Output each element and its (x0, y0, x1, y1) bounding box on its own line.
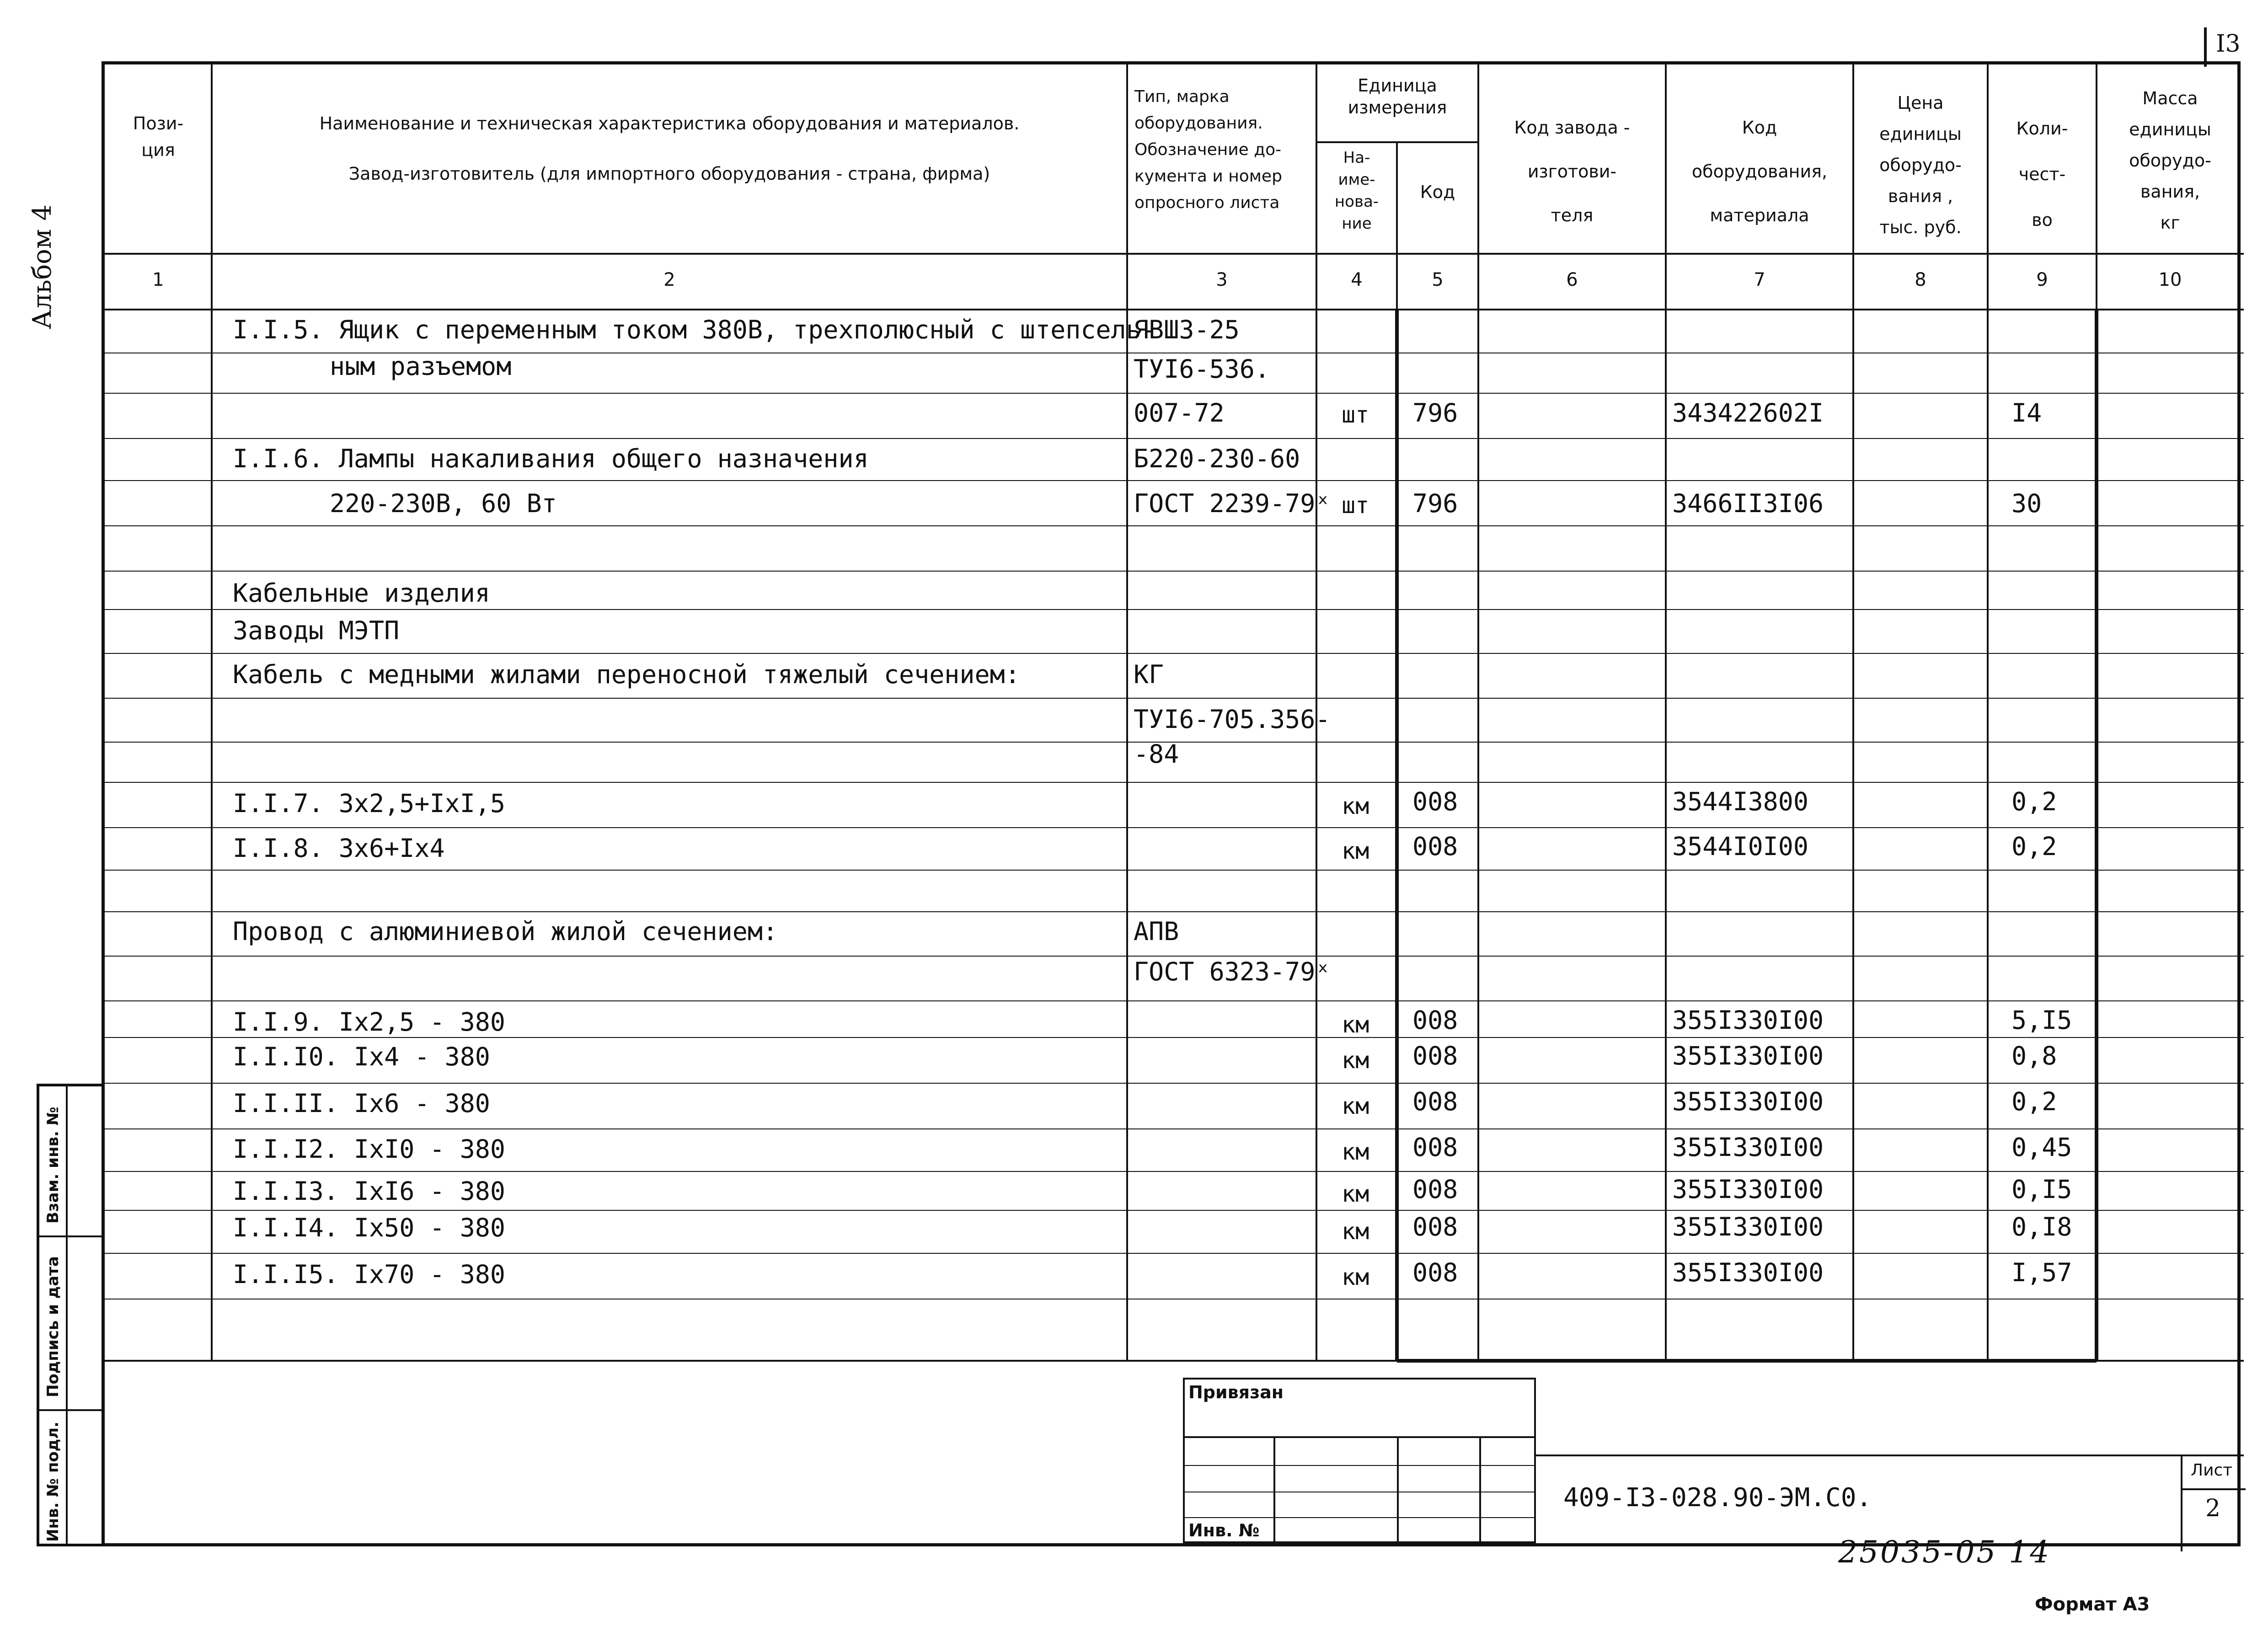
header-quantity: Коли- чест- во (2016, 118, 2068, 230)
row-equipment-code: 355I330I00 (1672, 1087, 1824, 1116)
row-unit-code: 008 (1412, 1087, 1458, 1116)
row-unit: км (1342, 1218, 1369, 1245)
colnum-7: 7 (1754, 269, 1765, 290)
colnum-1: 1 (152, 269, 164, 290)
header-unit-code: Код (1420, 182, 1455, 202)
row-quantity: 0,2 (2011, 832, 2057, 861)
side-stamp (37, 1084, 102, 1546)
row-type: ТУI6-536. (1134, 354, 1270, 384)
colnum-10: 10 (2158, 269, 2182, 290)
row-quantity: 0,8 (2011, 1041, 2057, 1070)
header-plant-code: Код завода - изготови- теля (1514, 118, 1630, 225)
row-name: I.I.I4. Iх50 - 380 (233, 1213, 506, 1242)
row-quantity: I4 (2011, 398, 2042, 428)
row-unit-code: 796 (1412, 398, 1458, 428)
row-name: I.I.II. Iх6 - 380 (233, 1089, 490, 1118)
row-equipment-code: 355I330I00 (1672, 1005, 1824, 1035)
row-name: I.I.I3. IхI6 - 380 (233, 1176, 506, 1206)
row-name: ным разъемом (330, 352, 512, 381)
row-equipment-code: 355I330I00 (1672, 1041, 1824, 1070)
colnum-8: 8 (1915, 269, 1926, 290)
colnum-2: 2 (663, 269, 675, 290)
row-name: 220-230В, 60 Вт (330, 489, 557, 518)
format-label: Формат А3 (2035, 1594, 2150, 1615)
row-name: I.I.I2. IхI0 - 380 (233, 1134, 506, 1164)
row-type: ТУI6-705.356- (1134, 705, 1331, 734)
row-name: I.I.7. 3х2,5+IхI,5 (233, 789, 506, 818)
bound-label: Привязан (1188, 1382, 1284, 1402)
row-unit: км (1342, 1139, 1369, 1165)
row-quantity: 0,2 (2011, 787, 2057, 816)
sheet-box (2181, 1456, 2246, 1551)
row-unit-code: 008 (1412, 1041, 1458, 1070)
header-unit-group: Единица измерения (1348, 75, 1447, 118)
row-quantity: 0,2 (2011, 1087, 2057, 1116)
row-equipment-code: 3544I3800 (1672, 787, 1809, 816)
header-name-line2: Завод-изготовитель (для импортного оборудования - страна, фирма) (348, 164, 990, 184)
header-unit-name: На- име- нова- ние (1334, 149, 1379, 233)
row-unit: шт (1342, 492, 1369, 519)
row-unit: км (1342, 1011, 1369, 1038)
inv-podl-label: Инв. № подл. (44, 1421, 62, 1542)
row-unit-code: 008 (1412, 1258, 1458, 1287)
row-equipment-code: 343422602I (1672, 398, 1824, 428)
colnum-6: 6 (1566, 269, 1578, 290)
colnum-3: 3 (1216, 269, 1228, 290)
row-type: АПВ (1134, 917, 1179, 946)
header-price: Цена единицы оборудо- вания , тыс. руб. (1879, 93, 1962, 237)
row-name: Провод с алюминиевой жилой сечением: (233, 917, 778, 946)
row-unit: км (1342, 1047, 1369, 1074)
album-label: Альбом 4 (27, 204, 57, 329)
header-position: Пози- ция (133, 113, 184, 160)
row-unit: км (1342, 1264, 1369, 1290)
row-equipment-code: 3466II3I06 (1672, 489, 1824, 518)
colnum-5: 5 (1432, 269, 1444, 290)
row-equipment-code: 355I330I00 (1672, 1133, 1824, 1162)
row-name: I.I.6. Лампы накаливания общего назначения (233, 444, 869, 473)
document-code: 409-I3-028.90-ЭМ.С0. (1563, 1483, 1872, 1513)
row-quantity: 0,I5 (2011, 1175, 2072, 1204)
row-type: 007-72 (1134, 398, 1225, 428)
row-unit-code: 008 (1412, 1005, 1458, 1035)
podpis-label: Подпись и дата (44, 1256, 62, 1397)
handwritten-number: 25035-05 14 (1838, 1535, 2051, 1570)
header-mass: Масса единицы оборудо- вания, кг (2129, 88, 2211, 233)
row-equipment-code: 355I330I00 (1672, 1175, 1824, 1204)
row-name: Кабельные изделия (233, 578, 490, 608)
row-unit-code: 008 (1412, 832, 1458, 861)
row-unit-code: 008 (1412, 1212, 1458, 1241)
colnum-9: 9 (2036, 269, 2048, 290)
top-sheet-number: I3 (2216, 30, 2241, 58)
row-type: -84 (1134, 739, 1179, 769)
row-name: Заводы МЭТП (233, 616, 400, 645)
row-unit: км (1342, 1181, 1369, 1207)
row-unit: км (1342, 838, 1369, 864)
row-quantity: 30 (2011, 489, 2042, 518)
colnum-4: 4 (1351, 269, 1363, 290)
row-quantity: 0,45 (2011, 1133, 2072, 1162)
sheet-label: Лист (2191, 1461, 2233, 1480)
row-unit-code: 008 (1412, 787, 1458, 816)
document-frame (102, 61, 2241, 1546)
row-name: I.I.5. Ящик с переменным током 380В, трехполюсный с штепсель- (233, 315, 1156, 344)
row-type: ГОСТ 2239-79ˣ (1134, 489, 1331, 518)
bound-stamp-grid (1183, 1378, 1536, 1543)
header-type: Тип, марка оборудования. Обозначение до- кумента и номер опросного листа (1134, 87, 1282, 212)
row-type: ГОСТ 6323-79ˣ (1134, 957, 1331, 986)
sheet-value: 2 (2205, 1495, 2221, 1522)
row-unit: шт (1342, 401, 1369, 428)
row-quantity: 0,I8 (2011, 1212, 2072, 1241)
header-name-line1: Наименование и техническая характеристика оборудования и материалов. (319, 113, 1020, 134)
row-name: I.I.I5. Iх70 - 380 (233, 1260, 506, 1289)
header-equipment-code: Код оборудования, материала (1691, 118, 1828, 225)
row-name: I.I.9. Iх2,5 - 380 (233, 1007, 506, 1037)
row-type: КГ (1134, 660, 1164, 689)
row-quantity: 5,I5 (2011, 1005, 2072, 1035)
row-unit: км (1342, 1093, 1369, 1119)
bound-stamp (1183, 1378, 1536, 1543)
row-unit-code: 008 (1412, 1133, 1458, 1162)
row-unit-code: 008 (1412, 1175, 1458, 1204)
row-type: Б220-230-60 (1134, 444, 1300, 473)
inv-label: Инв. № (1188, 1520, 1260, 1540)
row-unit: км (1342, 793, 1369, 819)
row-name: I.I.I0. Iх4 - 380 (233, 1042, 490, 1071)
row-quantity: I,57 (2011, 1258, 2072, 1287)
row-name: I.I.8. 3х6+Iх4 (233, 834, 445, 863)
row-equipment-code: 3544I0I00 (1672, 832, 1809, 861)
vzam-label: Взам. инв. № (44, 1107, 62, 1224)
row-type: ЯВШ3-25 (1134, 315, 1240, 344)
row-name: Кабель с медными жилами переносной тяжелый сечением: (233, 660, 1020, 689)
row-equipment-code: 355I330I00 (1672, 1258, 1824, 1287)
row-equipment-code: 355I330I00 (1672, 1212, 1824, 1241)
row-unit-code: 796 (1412, 489, 1458, 518)
